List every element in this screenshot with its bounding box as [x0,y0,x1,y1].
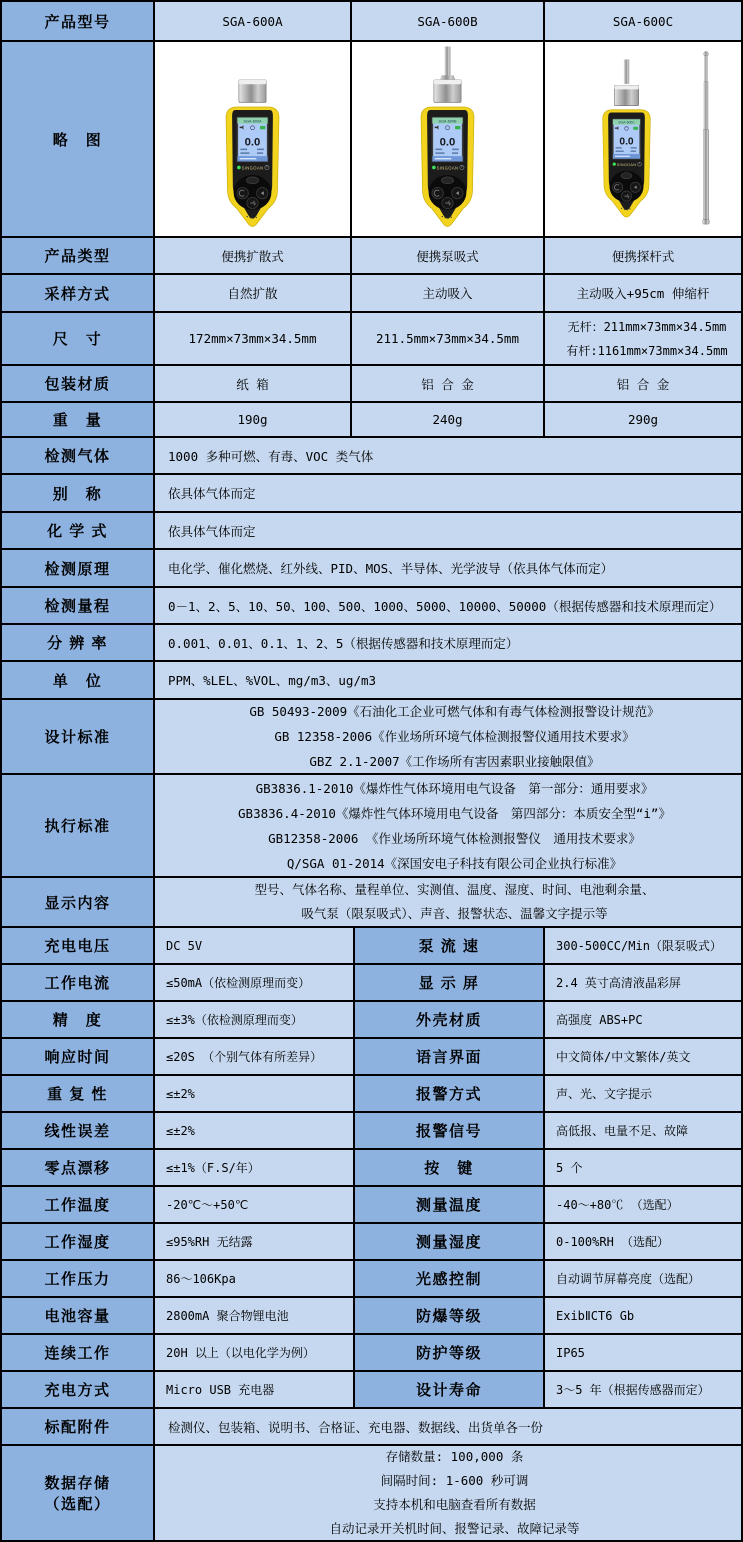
cell-value: 20H 以上（以电化学为例） [155,1335,355,1372]
table-row [2,238,741,275]
cell-value: DC 5V [155,928,355,965]
cell-value [155,775,741,878]
table-row [2,1261,741,1298]
table-row [2,965,741,1002]
row-label: 响应时间 [2,1039,155,1076]
row-label: 测量湿度 [355,1224,545,1261]
row-label: 报警方式 [355,1076,545,1113]
cell-value: 主动吸入 [352,275,545,313]
dimension-line: 无杆：211mm×73mm×34.5mm [567,319,727,334]
row-label: 重 量 [2,403,155,438]
table-row [2,1298,741,1335]
standard-line: GB 50493-2009《石油化工企业可燃气体和有毒气体检测报警设计规范》 [249,704,660,719]
cell-value: ExibⅡCT6 Gb [545,1298,741,1335]
led-indicator-icon [612,163,615,166]
model-name-c: SGA-600C [545,2,741,42]
table-row [2,662,741,700]
cell-value: ≤±2% [155,1076,355,1113]
dimension-line: 有杆:1161mm×73mm×34.5mm [566,343,728,358]
model-name-a: SGA-600A [155,2,352,42]
row-label: 别 称 [2,475,155,513]
table-row [2,1372,741,1409]
standard-line: GB3836.4-2010《爆炸性气体环境用电气设备 第四部分：本质安全型“i”》 [238,805,671,821]
table-row [2,588,741,625]
pump-probe-icon [439,46,456,81]
cell-value [155,1446,741,1542]
table-row [2,366,741,403]
table-row [2,878,741,928]
row-label: 充电方式 [2,1372,155,1409]
cell-value: 依具体气体而定 [155,513,741,550]
cell-value: 电化学、催化燃烧、红外线、PID、MOS、半导体、光学波导（依具体气体而定） [155,550,741,588]
row-label: 尺 寸 [2,313,155,366]
table-row [2,1224,741,1261]
row-label: 工作湿度 [2,1224,155,1261]
cell-value: 2800mA 聚合物锂电池 [155,1298,355,1335]
table-row [2,275,741,313]
storage-line: 支持本机和电脑查看所有数据 [373,1497,536,1512]
row-label: 工作温度 [2,1187,155,1224]
storage-line: 存储数量: 100,000 条 [385,1449,524,1464]
row-label: 设计标准 [2,700,155,775]
row-label-line: 数据存储 [44,1475,111,1492]
device-screen [432,117,462,161]
cell-value: 便携探杆式 [545,238,741,275]
row-label: 略 图 [2,42,155,238]
table-row [2,1187,741,1224]
row-label: 线性误差 [2,1113,155,1150]
cell-value: 0-100%RH （选配） [545,1224,741,1261]
cell-value: 依具体气体而定 [155,475,741,513]
telescopic-rod-icon [697,50,715,228]
row-label: 产品类型 [2,238,155,275]
device-illustration [572,54,681,224]
cell-value: 高强度 ABS+PC [545,1002,741,1039]
cell-value: 3～5 年（根据传感器而定） [545,1372,741,1409]
standard-line: GB3836.1-2010《爆炸性气体环境用电气设备 第一部分：通用要求》 [255,780,654,796]
table-row [2,550,741,588]
model-name-b: SGA-600B [352,2,545,42]
table-row [2,475,741,513]
cell-value: 211.5mm×73mm×34.5mm [352,313,545,366]
table-row [2,2,741,42]
table-row [2,1002,741,1039]
cell-value: 5 个 [545,1150,741,1187]
cell-value: ≤50mA（依检测原理而变） [155,965,355,1002]
device-illustration [192,45,313,234]
brand-label: SINGOAN [616,162,636,167]
cell-value: -40～+80℃ （选配） [545,1187,741,1224]
screen-reading: 0.0 [244,136,261,149]
table-row [2,1409,741,1446]
row-label: 外壳材质 [355,1002,545,1039]
cell-value: 240g [352,403,545,438]
storage-line: 间隔时间: 1-600 秒可调 [380,1473,529,1488]
row-label: 显 示 屏 [355,965,545,1002]
row-label: 工作压力 [2,1261,155,1298]
cell-value: ≤95%RH 无结露 [155,1224,355,1261]
row-label: 测量温度 [355,1187,545,1224]
row-label: 按 键 [355,1150,545,1187]
row-label: 标配附件 [2,1409,155,1446]
cell-value: ≤±3%（依检测原理而变） [155,1002,355,1039]
led-indicator-icon [237,165,241,169]
table-row [2,1076,741,1113]
row-label: 包装材质 [2,366,155,403]
row-label: 设计寿命 [355,1372,545,1409]
table-row [2,403,741,438]
cell-value: 2.4 英寸高清液晶彩屏 [545,965,741,1002]
cell-value: ≤±1%（F.S/年） [155,1150,355,1187]
led-indicator-icon [432,165,436,169]
sensor-cap-icon [434,79,461,102]
row-label: 泵 流 速 [355,928,545,965]
cell-value: 声、光、文字提示 [545,1076,741,1113]
cell-value: 86～106Kpa [155,1261,355,1298]
screen-model-label: SGA-600B [438,118,457,123]
table-row [2,775,741,878]
row-label [2,1446,155,1542]
table-row [2,438,741,475]
row-label: 语言界面 [355,1039,545,1076]
cell-value: 纸 箱 [155,366,352,403]
cell-value: 自然扩散 [155,275,352,313]
table-row [2,1446,741,1542]
sensor-cap-icon [239,79,266,102]
table-row [2,700,741,775]
cell-value: 0.001、0.01、0.1、1、2、5（根据传感器和技术原理而定） [155,625,741,662]
cell-value: ≤20S （个别气体有所差异） [155,1039,355,1076]
table-row [2,1113,741,1150]
row-label: 执行标准 [2,775,155,878]
row-label: 报警信号 [355,1113,545,1150]
standard-line: GBZ 2.1-2007《工作场所有害因素职业接触限值》 [309,754,600,769]
row-label: 化 学 式 [2,513,155,550]
cell-value: 便携泵吸式 [352,238,545,275]
table-row [2,1039,741,1076]
cell-value: 便携扩散式 [155,238,352,275]
cell-value: 检测仪、包装箱、说明书、合格证、充电器、数据线、出货单各一份 [155,1409,741,1446]
sensor-cap-icon [614,85,638,105]
row-label: 显示内容 [2,878,155,928]
short-probe-icon [623,59,628,83]
cell-value [545,313,741,366]
row-label: 工作电流 [2,965,155,1002]
row-label: 连续工作 [2,1335,155,1372]
device-screen [612,119,639,158]
cell-value: PPM、%LEL、%VOL、mg/m3、ug/m3 [155,662,741,700]
row-label: 产品型号 [2,2,155,42]
row-label: 分 辨 率 [2,625,155,662]
table-row [2,928,741,965]
row-label: 零点漂移 [2,1150,155,1187]
table-row [2,1150,741,1187]
row-label: 充电电压 [2,928,155,965]
row-label: 单 位 [2,662,155,700]
standard-line: Q/SGA 01-2014《深国安电子科技有限公司企业执行标准》 [286,855,623,871]
row-label: 采样方式 [2,275,155,313]
cell-value: -20℃～+50℃ [155,1187,355,1224]
cell-value: 290g [545,403,741,438]
device-screen [237,117,267,161]
cell-value: IP65 [545,1335,741,1372]
row-label: 光感控制 [355,1261,545,1298]
display-content-line: 型号、气体名称、量程单位、实测值、温度、湿度、时间、电池剩余量、 [254,882,655,897]
screen-model-label: SGA-600A [243,118,262,123]
cell-value: 1000 多种可燃、有毒、VOC 类气体 [155,438,741,475]
row-label: 防爆等级 [355,1298,545,1335]
screen-reading: 0.0 [618,136,634,148]
cell-value: 172mm×73mm×34.5mm [155,313,352,366]
cell-value: 0－1、2、5、10、50、100、500、1000、5000、10000、50000（根据传感器和技术原理而定） [155,588,741,625]
row-label: 防护等级 [355,1335,545,1372]
table-row [2,513,741,550]
screen-model-label: SGA-600C [617,120,635,125]
row-label-line: （选配） [44,1496,111,1513]
table-row [2,42,741,238]
cell-value: 自动调节屏幕亮度（选配） [545,1261,741,1298]
table-row [2,1335,741,1372]
table-row [2,313,741,366]
cell-value [155,700,741,775]
cell-value: ≤±2% [155,1113,355,1150]
cell-value: 主动吸入+95cm 伸缩杆 [545,275,741,313]
table-row [2,625,741,662]
product-image-sga-600b [352,42,545,238]
row-label: 检测原理 [2,550,155,588]
cell-value: 300-500CC/Min（限泵吸式） [545,928,741,965]
cell-value: Micro USB 充电器 [155,1372,355,1409]
display-content-line: 吸气泵（限泵吸式）、声音、报警状态、温馨文字提示等 [301,906,608,921]
product-image-sga-600a [155,42,352,238]
row-label: 重 复 性 [2,1076,155,1113]
cell-value [155,878,741,928]
screen-reading: 0.0 [439,136,456,149]
row-label: 检测气体 [2,438,155,475]
cell-value: 中文简体/中文繁体/英文 [545,1039,741,1076]
cell-value: 190g [155,403,352,438]
row-label: 精 度 [2,1002,155,1039]
row-label: 检测量程 [2,588,155,625]
storage-line: 自动记录开关机时间、报警记录、故障记录等 [329,1521,580,1536]
product-image-sga-600c [545,42,741,238]
cell-value: 铝 合 金 [352,366,545,403]
brand-label: SINGOAN [241,164,264,170]
cell-value: 高低报、电量不足、故障 [545,1113,741,1150]
brand-label: SINGOAN [436,164,459,170]
device-illustration [387,45,508,234]
standard-line: GB12358-2006 《作业场所环境气体检测报警仪 通用技术要求》 [268,830,641,846]
cell-value: 铝 合 金 [545,366,741,403]
standard-line: GB 12358-2006《作业场所环境气体检测报警仪通用技术要求》 [274,729,635,744]
row-label: 电池容量 [2,1298,155,1335]
